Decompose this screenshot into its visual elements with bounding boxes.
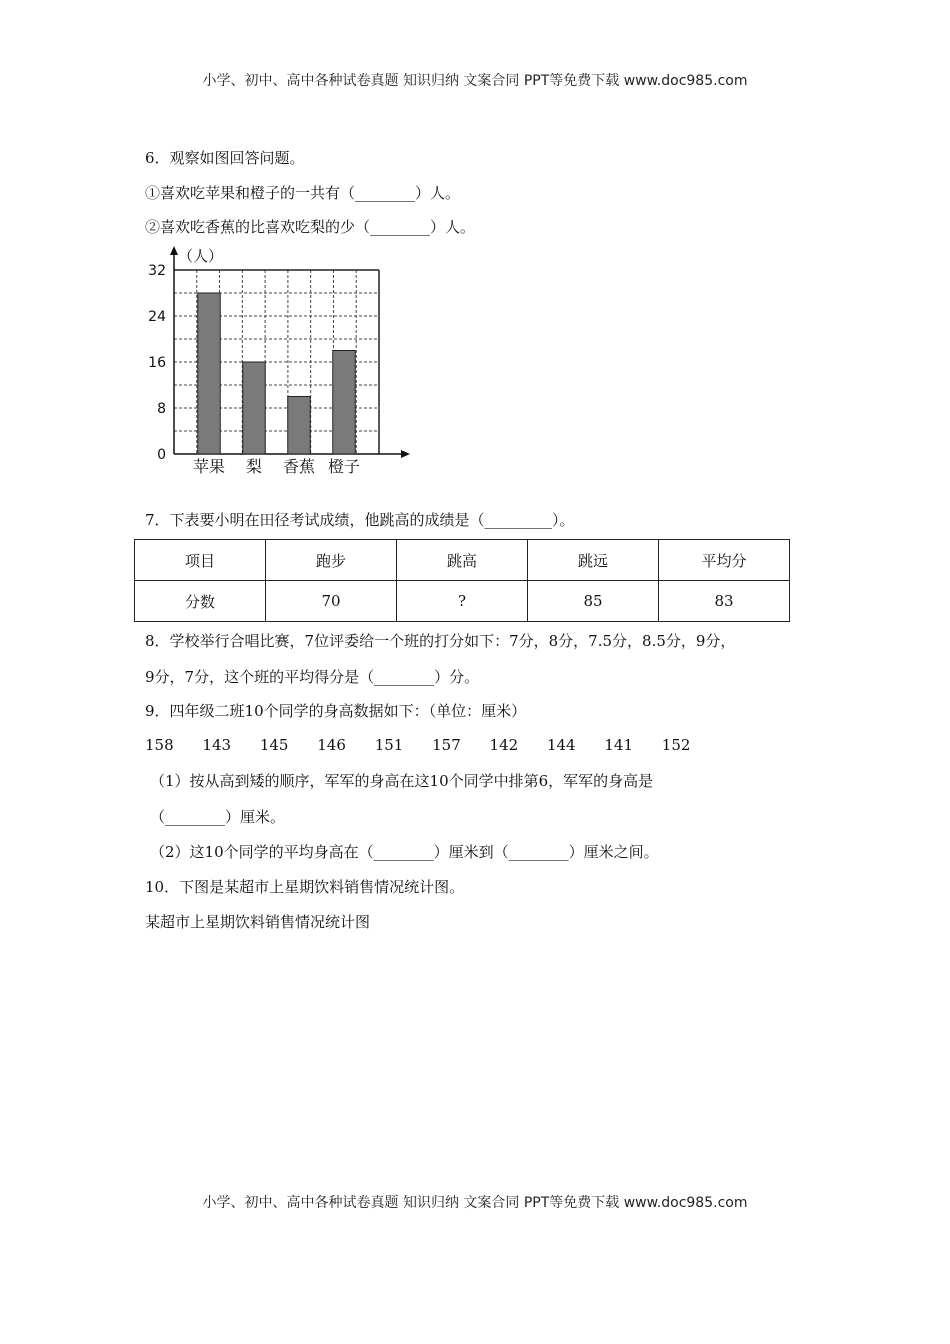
q8-line1: 8．学校举行合唱比赛，7位评委给一个班的打分如下：7分，8分，7.5分，8.5分，9分， xyxy=(145,632,736,650)
height-value: 157 xyxy=(432,736,461,754)
table-header-cell: 平均分 xyxy=(659,540,790,581)
q9-part2: （2）这10个同学的平均身高在（________）厘米到（________）厘米之间。 xyxy=(150,843,659,861)
height-value: 152 xyxy=(661,736,691,754)
table-row xyxy=(135,581,790,622)
table-cell: 83 xyxy=(659,581,790,622)
height-value: 146 xyxy=(317,736,346,754)
x-axis-arrow xyxy=(401,450,410,458)
q6-part1: ①喜欢吃苹果和橙子的一共有（________）人。 xyxy=(145,184,461,202)
y-tick-label: 16 xyxy=(148,355,166,371)
table-cell: 70 xyxy=(266,581,397,622)
table-cell: ? xyxy=(397,581,528,622)
height-value: 141 xyxy=(604,736,634,754)
bar-3 xyxy=(333,351,356,455)
fruit-bar-chart xyxy=(148,244,418,479)
bar-0 xyxy=(198,293,221,454)
q6-title: 6．观察如图回答问题。 xyxy=(145,149,305,167)
x-tick-label: 香蕉 xyxy=(282,457,316,476)
table-cell: 分数 xyxy=(135,581,266,622)
score-table xyxy=(134,539,790,622)
y-tick-label: 24 xyxy=(148,309,166,325)
bar-2 xyxy=(288,397,311,455)
height-value: 158 xyxy=(145,736,174,754)
q10-caption: 某超市上星期饮料销售情况统计图 xyxy=(145,913,371,931)
height-value: 143 xyxy=(202,736,232,754)
y-tick-label: 32 xyxy=(148,263,166,279)
q7-title: 7．下表要小明在田径考试成绩，他跳高的成绩是（_________）。 xyxy=(145,511,575,529)
table-header-cell: 项目 xyxy=(135,540,266,581)
page-footer: 小学、初中、高中各种试卷真题 知识归纳 文案合同 PPT等免费下载 www.doc985.com xyxy=(202,1195,748,1211)
page-header: 小学、初中、高中各种试卷真题 知识归纳 文案合同 PPT等免费下载 www.doc985.com xyxy=(202,73,748,89)
q10-title: 10．下图是某超市上星期饮料销售情况统计图。 xyxy=(145,878,465,896)
height-value: 151 xyxy=(374,736,404,754)
q9-part1a: （1）按从高到矮的顺序，军军的身高在这10个同学中排第6，军军的身高是 xyxy=(150,772,654,790)
height-list xyxy=(145,736,714,754)
q6-part2: ②喜欢吃香蕉的比喜欢吃梨的少（________）人。 xyxy=(145,218,476,236)
table-header-cell: 跑步 xyxy=(266,540,397,581)
q8-line2: 9分，7分，这个班的平均得分是（________）分。 xyxy=(145,668,480,686)
table-header-cell: 跳远 xyxy=(528,540,659,581)
x-tick-label: 梨 xyxy=(245,457,263,476)
table-header-cell: 跳高 xyxy=(397,540,528,581)
x-tick-label: 苹果 xyxy=(192,457,226,476)
y-tick-label: 8 xyxy=(157,401,166,417)
y-tick-label: 0 xyxy=(157,447,166,463)
y-axis-label: （人） xyxy=(178,247,224,265)
q9-part1b: （________）厘米。 xyxy=(150,808,286,826)
bar-1 xyxy=(243,362,266,454)
q9-title: 9．四年级二班10个同学的身高数据如下：（单位：厘米） xyxy=(145,702,527,720)
y-axis-arrow xyxy=(170,246,178,255)
height-value: 142 xyxy=(489,736,519,754)
height-value: 145 xyxy=(259,736,289,754)
height-value: 144 xyxy=(546,736,576,754)
x-tick-label: 橙子 xyxy=(327,457,361,476)
table-row xyxy=(135,540,790,581)
table-cell: 85 xyxy=(528,581,659,622)
